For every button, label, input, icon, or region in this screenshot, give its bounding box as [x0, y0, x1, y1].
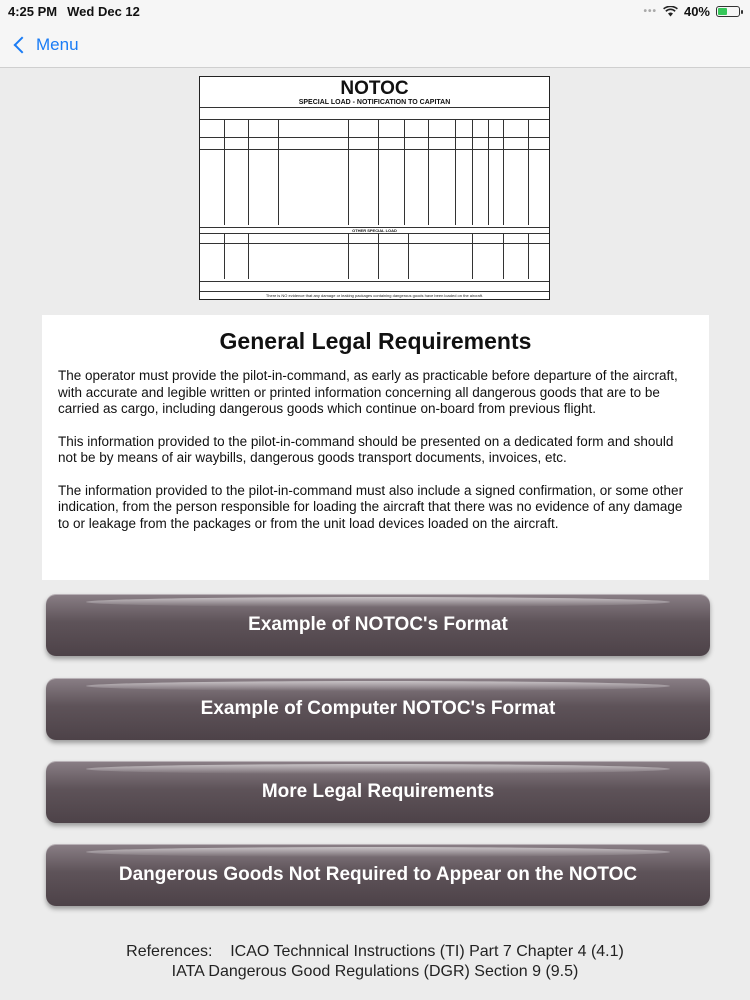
- notoc-form-image: [199, 76, 550, 300]
- reference-line-2: IATA Dangerous Good Regulations (DGR) Section 9 (9.5): [171, 963, 579, 980]
- wifi-icon: [663, 6, 678, 17]
- requirements-paragraph-3: The information provided to the pilot-in-command must also include a signed confirmation, or some other indication, from the person responsible for loading the aircraft that there was no evidence of any damage to or leakage from the packages or from the unit load devices loaded on the aircraft.: [58, 482, 684, 531]
- notoc-format-example-button[interactable]: [46, 594, 710, 656]
- status-bar: [0, 0, 750, 22]
- button-label: Example of NOTOC's Format: [248, 614, 508, 635]
- menu-back-label: Menu: [36, 34, 79, 54]
- button-label: Example of Computer NOTOC's Format: [200, 698, 556, 719]
- requirements-heading: General Legal Requirements: [219, 328, 532, 354]
- notoc-form-other-load: OTHER SPECIAL LOAD: [352, 228, 397, 233]
- requirements-panel: [42, 315, 709, 580]
- requirements-paragraph-1: The operator must provide the pilot-in-command, as early as practicable before departure of the aircraft, with accurate and legible written or printed information concerning all dangerous goods that are to be carried as cargo, including dangerous goods which continue on-board from previous flight.: [58, 368, 678, 416]
- button-label: Dangerous Goods Not Required to Appear on the NOTOC: [118, 864, 638, 885]
- requirements-paragraph-2: This information provided to the pilot-in-command should be presented on a dedicated form and should not be by means of air waybills, dangerous goods transport documents, invoices, etc.: [58, 433, 674, 465]
- more-legal-requirements-button[interactable]: [46, 761, 710, 823]
- reference-line-1: References: ICAO Technnical Instructions (TI) Part 7 Chapter 4 (4.1): [126, 943, 624, 960]
- notoc-form-subtitle: SPECIAL LOAD - NOTIFICATION TO CAPITAN: [298, 99, 451, 106]
- battery-icon: [716, 6, 740, 17]
- battery-percent: 40%: [683, 3, 710, 19]
- button-label: More Legal Requirements: [261, 781, 495, 802]
- multitask-dots-icon: •••: [643, 5, 657, 17]
- dangerous-goods-not-required-button[interactable]: [46, 844, 710, 906]
- references: [0, 942, 750, 982]
- status-date: Wed Dec 12: [67, 3, 140, 19]
- status-right: [643, 4, 740, 19]
- status-time: 4:25 PM: [8, 3, 58, 19]
- computer-notoc-format-example-button[interactable]: [46, 678, 710, 740]
- chevron-left-icon: [14, 36, 31, 53]
- notoc-form-title: NOTOC: [340, 78, 409, 99]
- notoc-form-footnote: There is NO evidence that any damage or leaking packages containing dangerous goods have been loaded on the aircraft.: [265, 293, 484, 298]
- navigation-bar: [0, 22, 750, 68]
- menu-back-button[interactable]: [10, 35, 79, 55]
